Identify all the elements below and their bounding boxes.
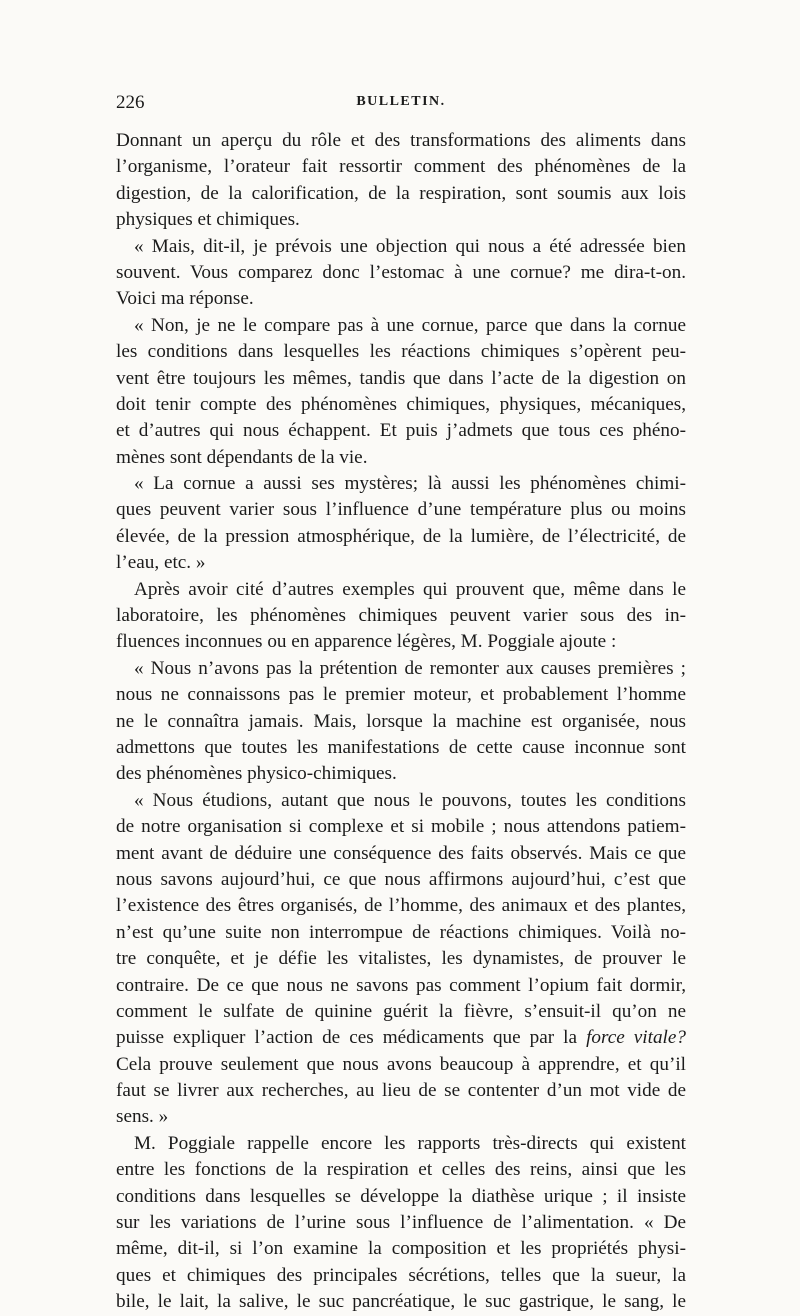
line-text: élevée, de la pression atmosphérique, de la lumière, de l’électricité, de [116, 525, 686, 547]
document-page [116, 92, 686, 1316]
line-text: Voici ma réponse. [116, 288, 254, 310]
text-line [116, 867, 686, 893]
text-line [116, 1104, 686, 1130]
body-text [116, 128, 686, 1316]
text-line [116, 629, 686, 655]
text-line [116, 973, 686, 999]
text-line [116, 577, 686, 603]
text-line [116, 392, 686, 418]
line-text: l’existence des êtres organisés, de l’homme, des animaux et des plantes, [116, 895, 686, 917]
line-text: et d’autres qui nous échappent. Et puis j’admets que tous ces phéno- [116, 420, 686, 442]
page-number: 226 [116, 92, 145, 113]
running-title: BULLETIN. [356, 94, 446, 109]
line-text: laboratoire, les phénomènes chimiques peuvent varier sous des in- [116, 605, 686, 627]
text-line [116, 286, 686, 312]
line-text: tre conquête, et je défie les vitalistes, les dynamistes, de prouver le [116, 948, 686, 970]
text-line [116, 1236, 686, 1262]
line-text: sens. » [116, 1106, 169, 1128]
line-text: conditions dans lesquelles se développe la diathèse urique ; il insiste [116, 1185, 686, 1207]
line-text: ques peuvent varier sous l’influence d’une température plus ou moins [116, 499, 686, 521]
text-line [116, 445, 686, 471]
text-line [116, 656, 686, 682]
text-line [116, 1289, 686, 1315]
text-line [116, 207, 686, 233]
line-text: contraire. De ce que nous ne savons pas comment l’opium fait dormir, [116, 974, 686, 996]
text-line [116, 524, 686, 550]
line-text: des phénomènes physico-chimiques. [116, 763, 397, 785]
text-line [116, 313, 686, 339]
text-line [116, 418, 686, 444]
text-line [116, 893, 686, 919]
line-text: admettons que toutes les manifestations de cette cause inconnue sont [116, 736, 686, 758]
text-line [116, 603, 686, 629]
line-text: digestion, de la calorification, de la respiration, sont soumis aux lois [116, 182, 686, 204]
text-line [116, 1210, 686, 1236]
text-line [116, 1157, 686, 1183]
text-line [116, 181, 686, 207]
line-text: physiques et chimiques. [116, 209, 300, 231]
line-text: faut se livrer aux recherches, au lieu de se contenter d’un mot vide de [116, 1080, 686, 1102]
text-line [116, 682, 686, 708]
text-line [116, 339, 686, 365]
text-line [116, 234, 686, 260]
text-line [116, 788, 686, 814]
line-text: « Mais, dit-il, je prévois une objection qui nous a été adressée bien [134, 235, 686, 257]
line-text: Après avoir cité d’autres exemples qui prouvent que, même dans le [134, 578, 686, 600]
text-line [116, 260, 686, 286]
line-text: entre les fonctions de la respiration et celles des reins, ainsi que les [116, 1159, 686, 1181]
line-text: l’eau, etc. » [116, 552, 206, 574]
text-line [116, 1263, 686, 1289]
text-line [116, 841, 686, 867]
text-line [116, 366, 686, 392]
line-text: M. Poggiale rappelle encore les rapports très-directs qui existent [134, 1132, 686, 1154]
line-text: Cela prouve seulement que nous avons beaucoup à apprendre, et qu’il [116, 1053, 686, 1075]
line-text: de notre organisation si complexe et si mobile ; nous attendons patiem- [116, 816, 686, 838]
line-text: vent être toujours les mêmes, tandis que dans l’acte de la digestion on [116, 367, 686, 389]
line-text: nous ne connaissons pas le premier moteur, et probablement l’homme [116, 684, 686, 706]
line-text: souvent. Vous comparez donc l’estomac à une cornue? me dira-t-on. [116, 261, 686, 283]
text-line [116, 1131, 686, 1157]
line-text: sur les variations de l’urine sous l’influence de l’alimentation. « De [116, 1212, 686, 1234]
line-text: puisse expliquer l’action de ces médicaments que par la [116, 1027, 587, 1049]
text-line [116, 471, 686, 497]
text-line [116, 154, 686, 180]
line-text: n’est qu’une suite non interrompue de réactions chimiques. Voilà no- [116, 921, 686, 943]
line-text: ques et chimiques des principales sécrétions, telles que la sueur, la [116, 1264, 686, 1286]
text-line [116, 1052, 686, 1078]
text-line [116, 497, 686, 523]
italic-term: force vitale? [586, 1027, 686, 1049]
text-line [116, 128, 686, 154]
line-text: l’organisme, l’orateur fait ressortir comment des phénomènes de la [116, 156, 686, 178]
line-text: mènes sont dépendants de la vie. [116, 446, 368, 468]
text-line [116, 709, 686, 735]
text-line [116, 735, 686, 761]
line-text: doit tenir compte des phénomènes chimiques, physiques, mécaniques, [116, 393, 686, 415]
line-text: « Non, je ne le compare pas à une cornue, parce que dans la cornue [134, 314, 686, 336]
text-line [116, 1078, 686, 1104]
line-text: les conditions dans lesquelles les réactions chimiques s’opèrent peu- [116, 341, 686, 363]
line-text: bile, le lait, la salive, le suc pancréatique, le suc gastrique, le sang, le [116, 1291, 686, 1313]
line-text: « Nous étudions, autant que nous le pouvons, toutes les conditions [134, 789, 686, 811]
text-line [116, 814, 686, 840]
text-line [116, 761, 686, 787]
line-text: fluences inconnues ou en apparence légères, M. Poggiale ajoute : [116, 631, 617, 653]
line-text: ment avant de déduire une conséquence des faits observés. Mais ce que [116, 842, 686, 864]
text-line [116, 550, 686, 576]
line-text: « La cornue a aussi ses mystères; là aussi les phénomènes chimi- [134, 473, 686, 495]
text-line [116, 1025, 686, 1051]
page-header [116, 92, 686, 128]
text-line [116, 999, 686, 1025]
line-text: nous savons aujourd’hui, ce que nous affirmons aujourd’hui, c’est que [116, 868, 686, 890]
line-text: ne le connaîtra jamais. Mais, lorsque la machine est organisée, nous [116, 710, 686, 732]
text-line [116, 920, 686, 946]
line-text: « Nous n’avons pas la prétention de remonter aux causes premières ; [134, 657, 686, 679]
line-text: Donnant un aperçu du rôle et des transformations des aliments dans [116, 130, 686, 151]
text-line [116, 1184, 686, 1210]
line-text: comment le sulfate de quinine guérit la fièvre, s’ensuit-il qu’on ne [116, 1000, 686, 1022]
line-text: même, dit-il, si l’on examine la composition et les propriétés physi- [116, 1238, 686, 1260]
text-line [116, 946, 686, 972]
